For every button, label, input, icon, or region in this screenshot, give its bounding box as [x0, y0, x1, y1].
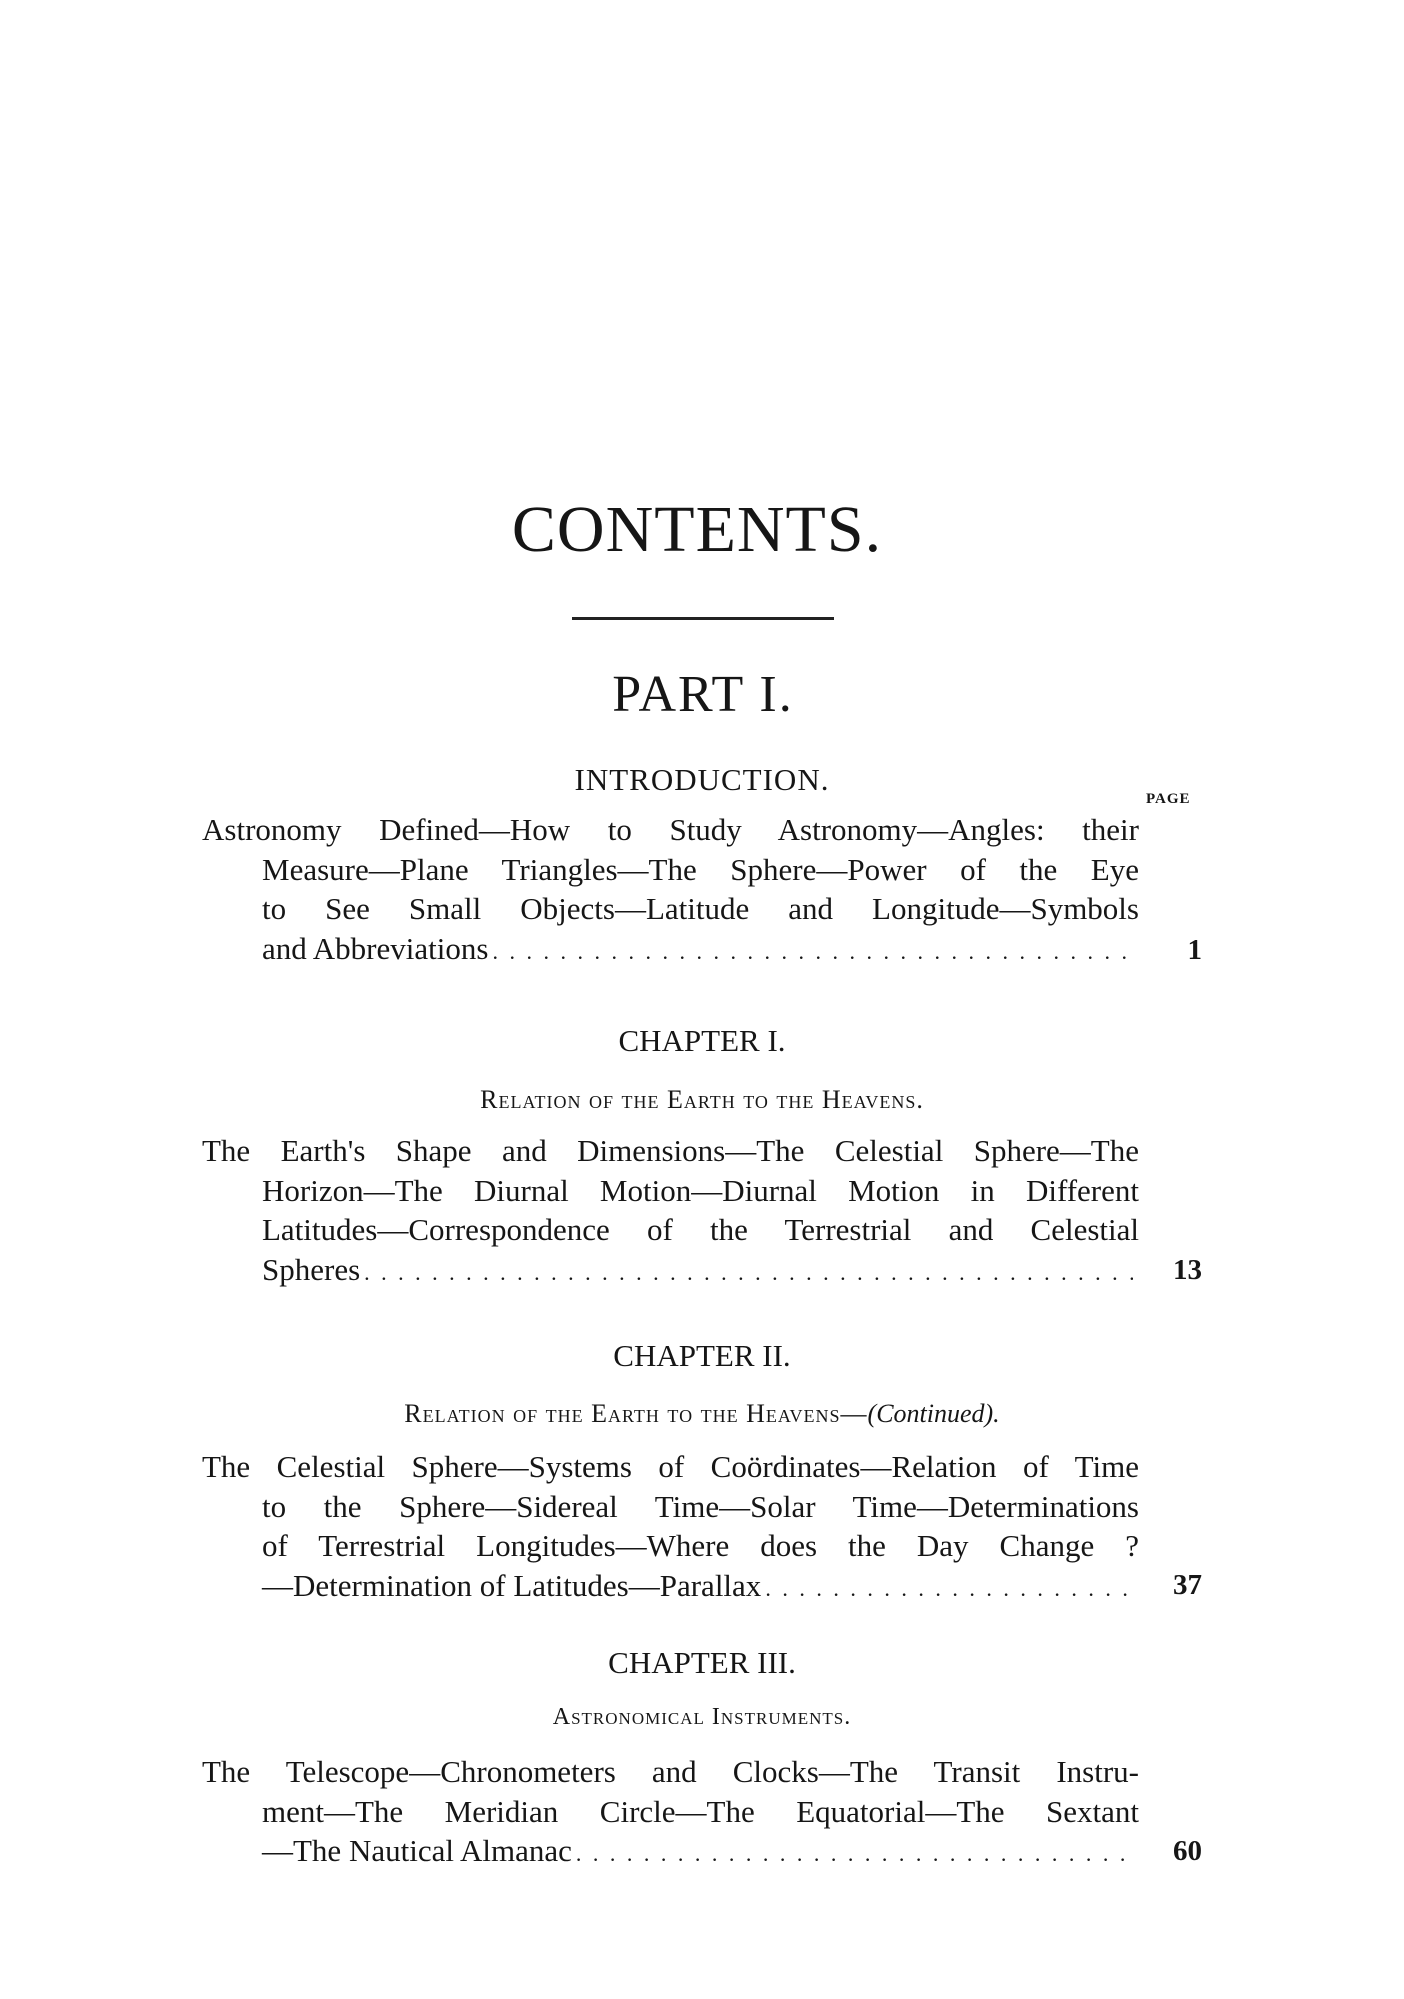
toc-entry-chapter-3 — [202, 1752, 1202, 1874]
page-number: 13 — [1173, 1254, 1202, 1286]
dot-leader — [492, 932, 1133, 972]
entry-line: Latitudes—Correspondence of the Terrestrial and Celestial — [262, 1212, 1139, 1247]
dot-leader — [765, 1569, 1133, 1609]
toc-entry-chapter-1 — [202, 1131, 1202, 1292]
entry-last-line — [262, 1566, 1139, 1609]
page-title: CONTENTS. — [511, 493, 883, 566]
toc-entry-chapter-2 — [202, 1447, 1202, 1608]
entry-line: The Telescope—Chronometers and Clocks—The Transit Instru- — [202, 1754, 1139, 1789]
dot-leader — [576, 1834, 1133, 1874]
entry-last-line — [262, 1250, 1139, 1293]
chapter-subheading: Relation of the Earth to the Heavens. — [480, 1085, 924, 1114]
page-number: 1 — [1187, 934, 1202, 966]
entry-line: Measure—Plane Triangles—The Sphere—Power of the Eye — [262, 851, 1139, 887]
entry-line: ment—The Meridian Circle—The Equatorial—The Sextant — [262, 1793, 1139, 1829]
part-heading: PART I. — [612, 666, 794, 723]
page-column-label: PAGE — [1146, 791, 1191, 807]
entry-line: of Terrestrial Longitudes—Where does the Day Change ? — [262, 1528, 1139, 1563]
chapter-heading: CHAPTER II. — [613, 1338, 791, 1373]
entry-last-line — [262, 929, 1139, 972]
chapter-subheading: Relation of the Earth to the Heavens—(Continued). — [404, 1399, 1000, 1428]
page-number: 37 — [1173, 1569, 1202, 1601]
page-number: 60 — [1173, 1835, 1202, 1867]
entry-line: and Abbreviations — [262, 930, 489, 966]
entry-last-line — [262, 1831, 1139, 1874]
entry-line: The Earth's Shape and Dimensions—The Celestial Sphere—The — [202, 1133, 1139, 1168]
entry-line: Astronomy Defined—How to Study Astronomy—Angles: their — [202, 812, 1139, 847]
entry-line: The Celestial Sphere—Systems of Coördinates—Relation of Time — [202, 1449, 1139, 1484]
entry-line: —Determination of Latitudes—Parallax — [262, 1567, 762, 1603]
entry-line: to See Small Objects—Latitude and Longitude—Symbols — [262, 891, 1139, 926]
entry-line: Spheres — [262, 1251, 361, 1287]
section-heading-introduction: INTRODUCTION. — [574, 762, 830, 797]
dot-leader — [364, 1253, 1133, 1293]
entry-line: —The Nautical Almanac — [262, 1833, 572, 1868]
chapter-heading: CHAPTER I. — [618, 1023, 786, 1058]
toc-entry-introduction — [202, 810, 1202, 971]
chapter-heading: CHAPTER III. — [608, 1645, 796, 1680]
title-rule — [572, 617, 834, 620]
entry-line: Horizon—The Diurnal Motion—Diurnal Motion in Different — [262, 1172, 1139, 1208]
entry-line: to the Sphere—Sidereal Time—Solar Time—Determinations — [262, 1488, 1139, 1524]
chapter-subheading: Astronomical Instruments. — [552, 1704, 852, 1730]
